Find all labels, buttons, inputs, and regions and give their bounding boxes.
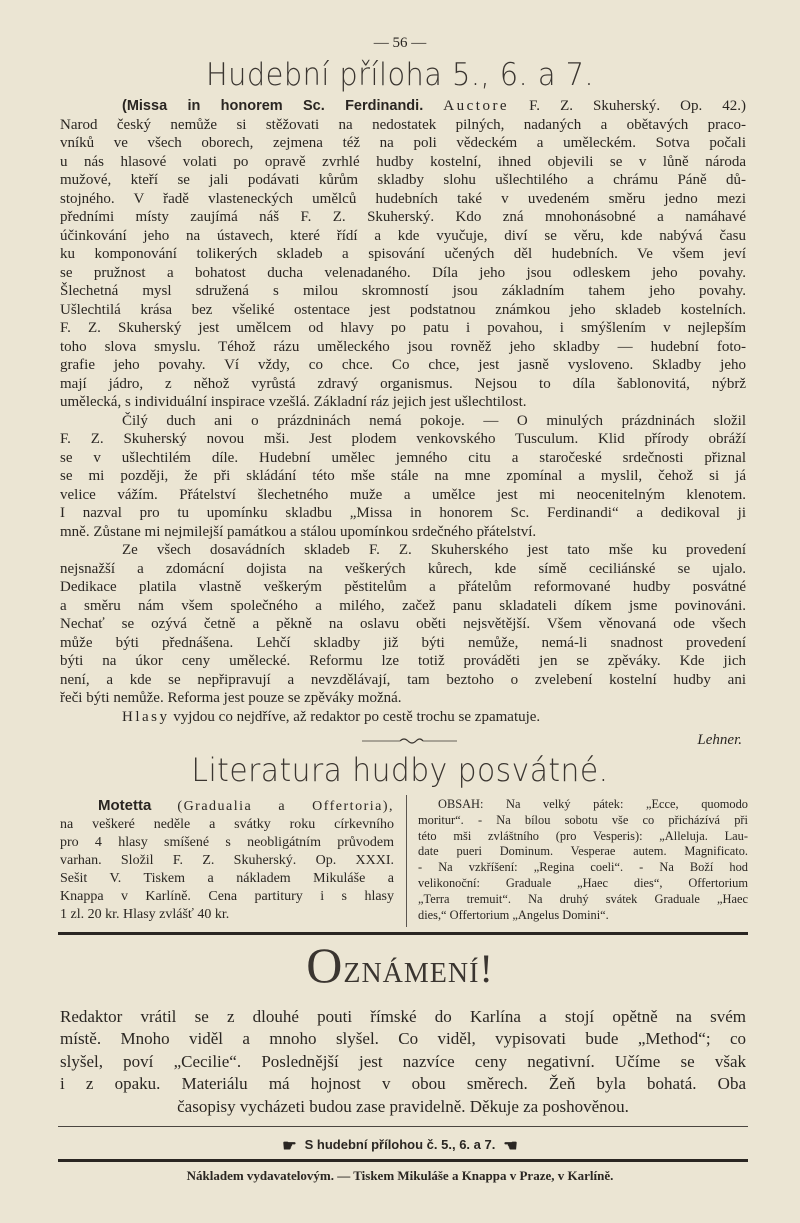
text-line: místě. Mnoho viděl a mnoho slyšel. Co viděl, vypisovati bude „Method“; co [60, 1029, 746, 1049]
imprint: Nákladem vydavatelovým. — Tiskem Mikuláše a Knappa v Praze, v Karlíně. [186, 1168, 614, 1183]
text-line: Narod český nemůže si stěžovati na nedostatek pilných, nadaných a obětavých praco- [60, 116, 746, 133]
text-line: může býti přednášena. Lehčí skladby již býti nemůže, nemá-li snadnost provedení [60, 634, 746, 651]
mass-title: (Missa in honorem Sc. Ferdinandi. [122, 98, 424, 114]
rule-thick-bottom [58, 1159, 748, 1162]
motetta-subtitle: (Gradualia a Offertoria), [151, 799, 394, 814]
text-line: není, a kde se nepřipravují a nevzdělávají, tam beztoho o zvelebení kostelní hudby ani [60, 671, 746, 688]
text-line: umělecká, s individuální inspirace vzešlá. Základní ráz jejich jest ušlechtilost. [60, 394, 527, 410]
supplement-note-text: S hudební přílohou č. 5., 6. a 7. [304, 1137, 496, 1152]
motetta-title [60, 797, 394, 816]
supplement-note [0, 1135, 800, 1155]
text-line: Redaktor vrátil se z dlouhé pouti římské do Karlína a stojí opětně na svém [60, 1007, 746, 1026]
motetta-bold: Motetta [98, 797, 152, 814]
text-line: „Terra tremuit“. Na druhý svátek Graduale „Haec [418, 891, 748, 906]
text-line: Šlechetná mysl sdružená s milou skromností jsou základním tahem jeho povahy. [60, 283, 746, 299]
text-line: na veškeré neděle a svátky roku církevního [60, 817, 394, 832]
text-line: Nechať se ozývá četně a pěkně na oslavu oběti nejsvětější. Všem věnovaná ode všech [60, 616, 746, 632]
music-supplement-heading: Hudební příloha 5., 6. a 7. [205, 57, 595, 93]
rule-thick [58, 932, 748, 935]
text-line: se mi později, že při skládání této mše stále na mne zpomínal a myslil, čehož si já [60, 468, 746, 484]
rule-thin [58, 1126, 748, 1127]
text-line: F. Z. Skuherský novou mši. Jest plodem venkovského Tusculum. Klid přírody obráží [60, 431, 746, 447]
text-line: moritur“. - Na bílou sobotu vše co přicházívá při [418, 812, 748, 827]
text-line: předními místy zaujímá náš F. Z. Skuherský. Kdo zná mnohonásobné a namáhavé [60, 209, 746, 225]
text-line: dies,“ Offertorium „Angelus Domini“. [418, 907, 609, 922]
text-line: varhan. Složil F. Z. Skuherský. Op. XXXI. [60, 853, 394, 868]
text-line: Čilý duch ani o prázdninách nemá pokoje. — O minulých prázdninách složil [122, 412, 746, 429]
signature: Lehner. [697, 732, 742, 748]
text-line: této mši zvláštního (pro Vesperis): „Alleluja. Lau- [418, 828, 748, 843]
author-opus: F. Z. Skuherský. Op. 42.) [529, 98, 746, 114]
text-line: - Na vzkříšení: „Regina coeli“. - Na Boží hod [418, 860, 748, 875]
text-line: toho slova smyslu. Téhož rázu uměleckého jsou rovněž jeho skladby — hudební foto- [60, 338, 746, 355]
text-line: a směru nám všem společného a milého, začež panu skladateli díkem jsme povinováni. [60, 597, 746, 614]
text-line: mně. Zůstane mi nejmilejší památkou a stálou upomínkou srdečného přátelství. [60, 523, 537, 540]
closing-line [60, 708, 746, 727]
text-line: vníků ve všech oborech, zejmena též na poli vědeckém a uměleckém. Sotva počali [60, 135, 746, 151]
text-line: býti na úkor ceny umělecké. Reformu lze totiž prováděti jen se zpěváky. Kde jich [60, 653, 746, 669]
text-line: I nazval pro tu upomínku skladbu „Missa in honorem Sc. Ferdinandi“ a dedikoval ji [60, 505, 746, 521]
text-line: mužové, kteří se jali podávati kůrům skladby slohu ušlechtilého a chrámu Páně dů- [60, 172, 746, 188]
motetta-listing [60, 797, 394, 924]
ornament-divider [362, 736, 457, 746]
notice-exclamation: ! [479, 946, 494, 991]
text-line: velice vážím. Přátelství šlechetného muže a umělce jest mi neocenitelným klenotem. [60, 486, 746, 503]
text-line: se pružnost a bohatost ducha velenadaného. Díla jeho jsou odleskem jeho povahy. [60, 264, 746, 281]
notice-title: ZNÁMENÍ [343, 958, 480, 989]
closing-rest: vyjdou co nejdříve, až redaktor po cestě trochu se zpamatuje. [169, 708, 541, 725]
text-line: date pueri Dominum. Vesperae autem. Magnificato. [418, 844, 748, 859]
text-line: Knappa v Karlíně. Cena partitury i s hlasy [60, 889, 394, 904]
notice-heading [0, 937, 800, 996]
text-line: grafie jeho povahy. Ví vždy, co chce. Co chce, jest jasně vysloveno. Skladby jeho [60, 357, 746, 373]
article-subtitle [60, 97, 746, 116]
text-line: OBSAH: Na velký pátek: „Ecce, quomodo [438, 797, 748, 811]
text-line: Sešit V. Tiskem a nákladem Mikuláše a [60, 871, 394, 886]
notice-initial: O [306, 937, 344, 993]
text-line: F. Z. Skuherský jest umělcem od hlavy po patu i povahou, i smýšlením v nejlepším [60, 320, 746, 336]
page-number: — 56 — [373, 35, 427, 51]
text-line: účinkování jeho na ústavech, které řídí a kde vyučuje, diví se věru, kde nabývá času [60, 227, 746, 244]
text-line: Dedikace platila vlastně veškerým pěstitelům a přátelům reformované hudby posvátné [60, 579, 746, 595]
text-line: stojného. V řadě vlasteneckých umělců hudebních také v uvedeném směru jedno mezi [60, 190, 746, 207]
text-line: nejsnažší a zdomácní dojista na veškerých kůrech, kde símě ceciliánské se ujalo. [60, 560, 746, 577]
text-line: Ze všech dosavádních skladeb F. Z. Skuherského jest tato mše ku provedení [122, 542, 746, 558]
auctore-label: Auctore [443, 98, 510, 114]
text-line: slyšel, poví „Cecilie“. Poslednější jest nazvíce ceny negativní. Učíme se však [60, 1051, 746, 1071]
text-line: u nás hlasové volati po opravě zvrhlé hudby kostelní, ihned objevili se v lůně národa [60, 153, 746, 170]
contents-listing [418, 797, 748, 923]
text-line: pro 4 hlasy smíšené s neobligátním průvodem [60, 835, 394, 850]
text-line: 1 zl. 20 kr. Hlasy zvlášť 40 kr. [60, 907, 230, 922]
text-line: časopisy vycházeti budou zase pravidelně. Děkuje za poshověnou. [177, 1096, 629, 1116]
text-line: i z opaku. Materiálu má hojnost v obou směrech. Žeň byla bohatá. Oba [60, 1074, 746, 1094]
text-line: řeči býti nemůže. Reforma jest pouze se zpěváky možná. [60, 690, 402, 706]
notice-body [60, 1006, 746, 1118]
text-line: se v ušlechtilém díle. Hudební umělec jemného citu a staročeské srdečnosti přiznal [60, 449, 746, 466]
column-divider [406, 795, 407, 927]
text-line: ku komponování tolikerých skladeb a spisování učených děl hudebních. Ve všem jeví [60, 246, 746, 262]
music-supplement-article [60, 97, 746, 726]
article-body [60, 116, 746, 708]
text-line: mají jádro, z něhož vyrůstá zdravý organismus. Nejsou to díla šablonovitá, nýbrž [60, 375, 746, 392]
text-line: Ušlechtilá krása bez všeliké ostentace jest podstatnou známkou jeho skladeb kostelních. [60, 301, 746, 318]
pointing-hand-right-icon: ☛ [282, 1138, 297, 1155]
literature-heading: Literatura hudby posvátné. [191, 751, 609, 789]
closing-first-word: Hlasy [122, 708, 170, 725]
text-line: velikonoční: Graduale „Haec dies“, Offertorium [418, 875, 748, 890]
pointing-hand-left-icon: ☚ [503, 1138, 518, 1155]
